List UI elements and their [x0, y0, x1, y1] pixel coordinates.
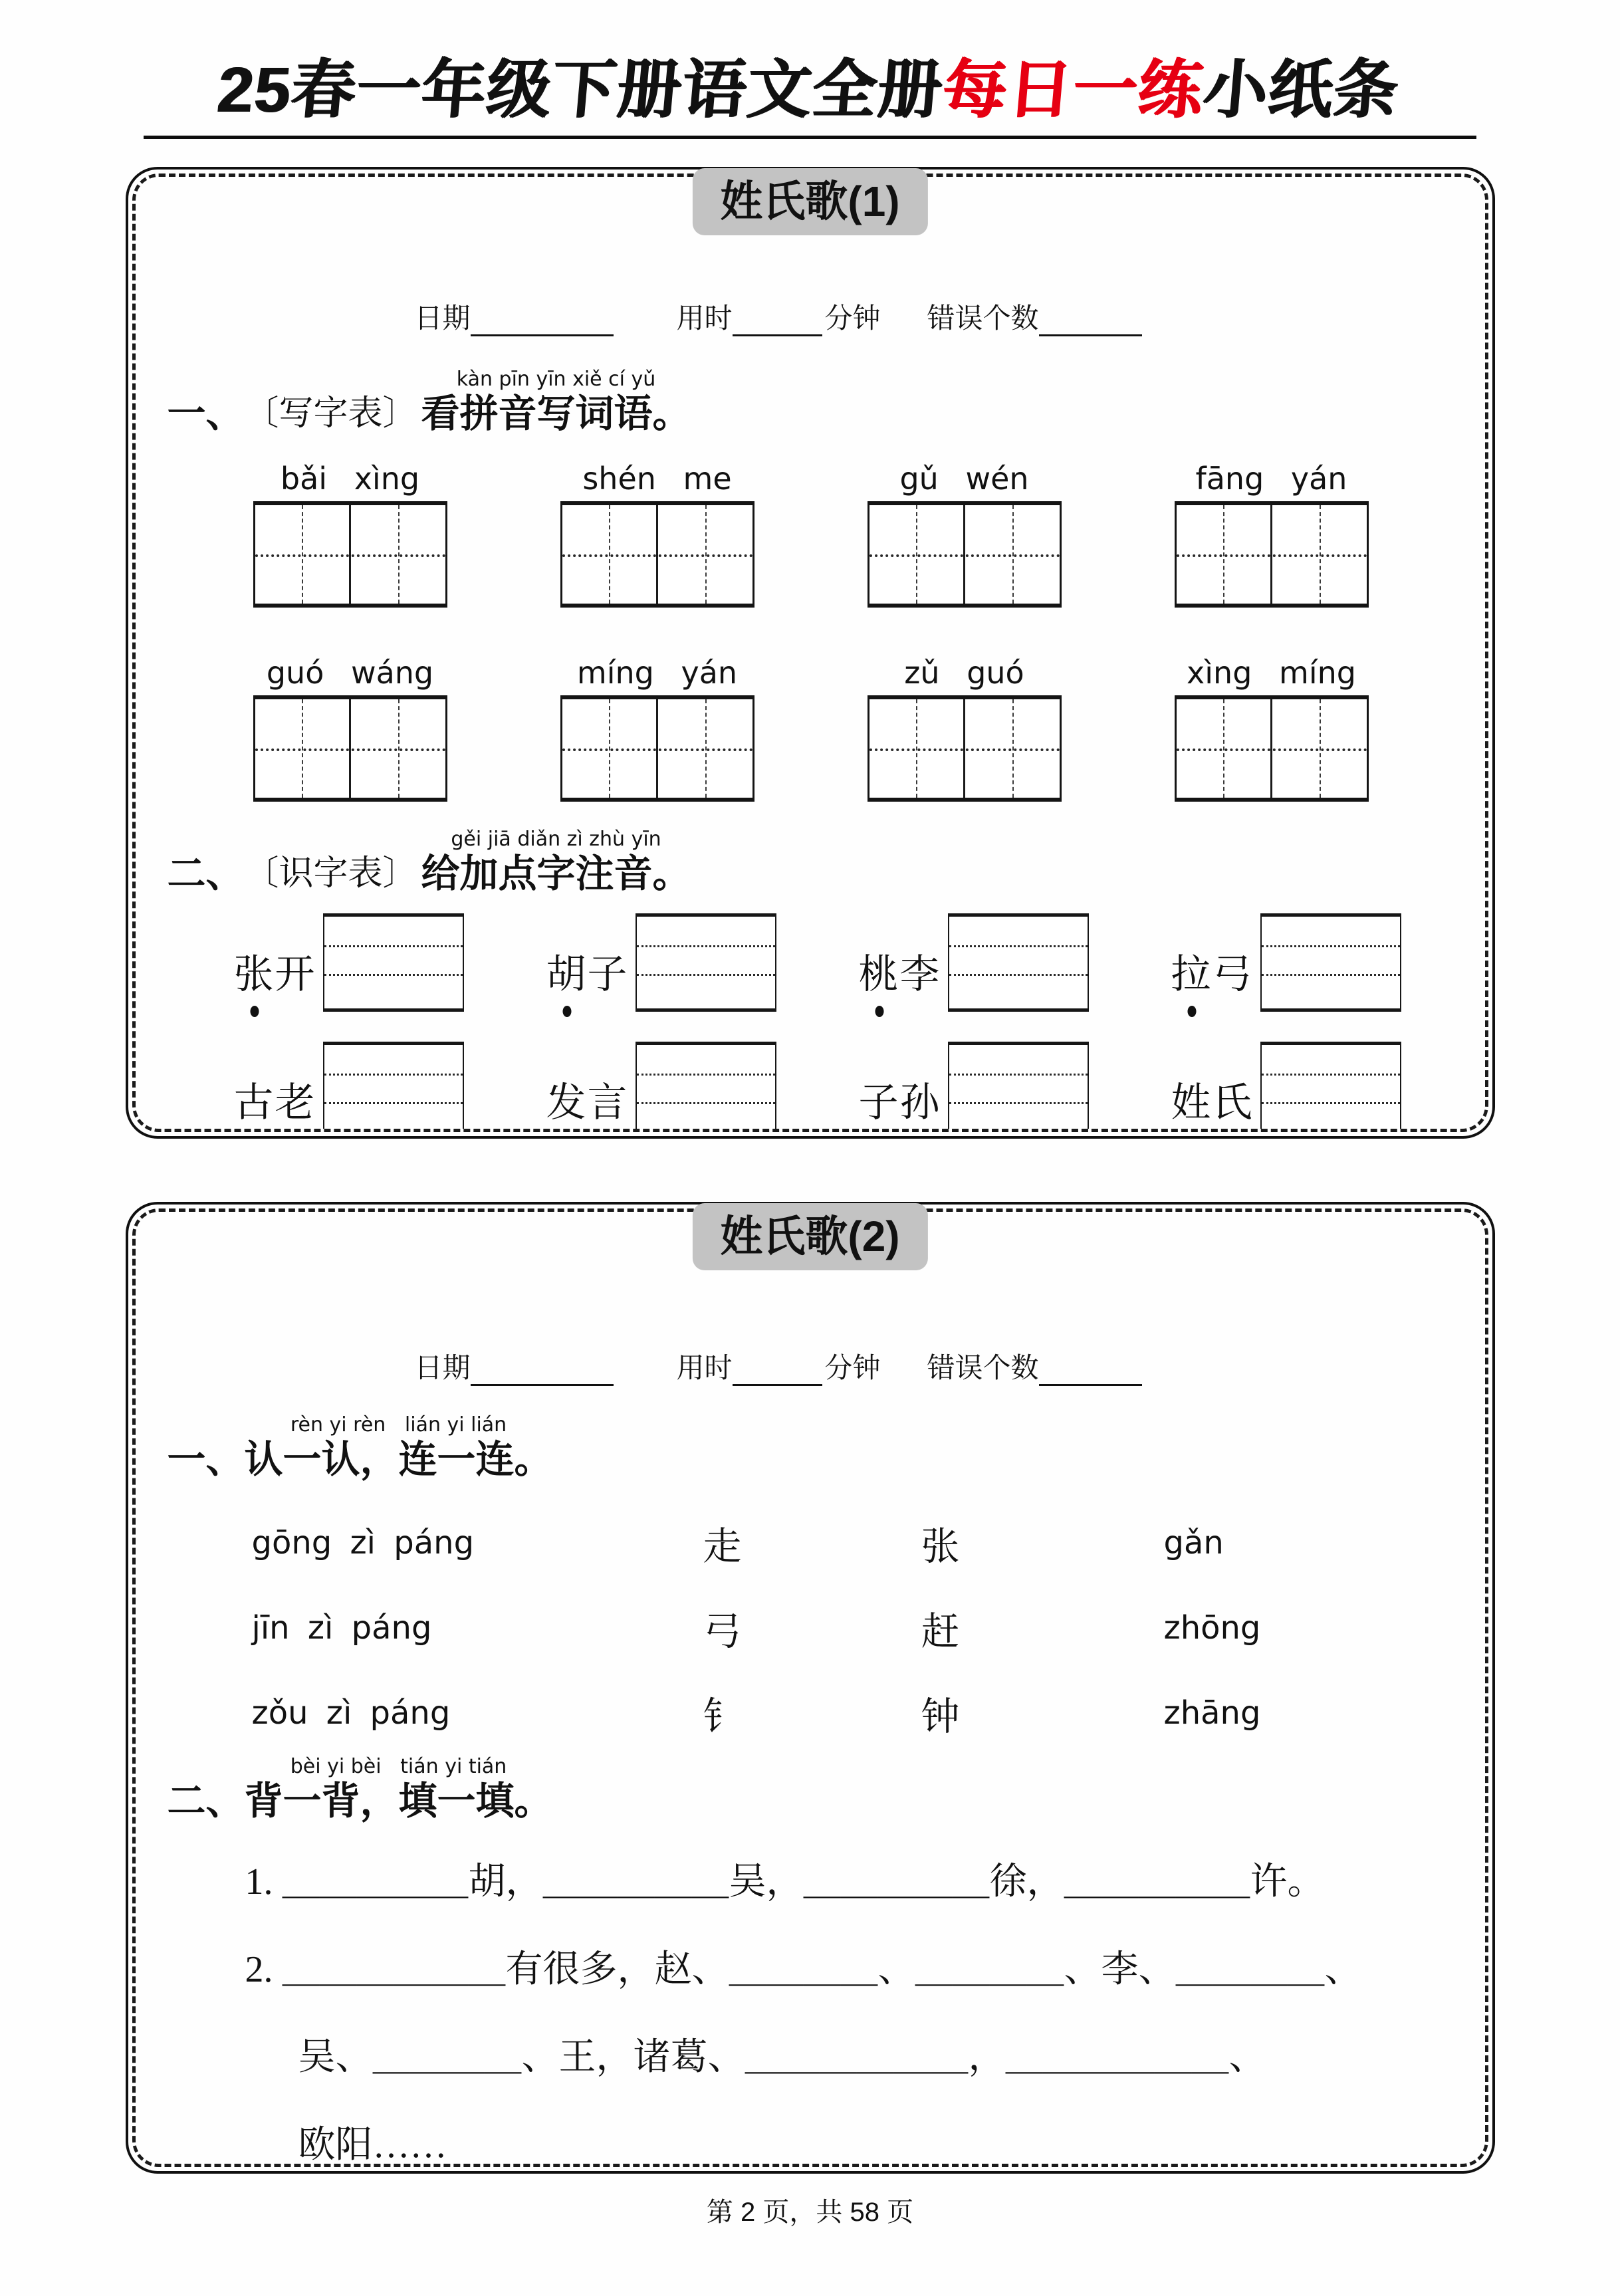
match-right-pinyin[interactable]: zhōng	[1163, 1609, 1261, 1647]
pinyin-answer-box[interactable]	[1260, 1042, 1401, 1132]
writing-grid-row	[197, 501, 1485, 608]
grid-cell[interactable]	[255, 505, 350, 604]
errors-blank[interactable]	[1039, 305, 1142, 336]
dotted-char: 子	[859, 1071, 900, 1128]
date-blank[interactable]	[471, 1355, 614, 1386]
grid-cell[interactable]	[255, 699, 350, 798]
meta-row-1	[415, 303, 1485, 336]
annotate-item	[859, 1042, 1171, 1132]
errors-label: 错误个数	[927, 304, 1039, 334]
card-1-dashed-frame	[132, 173, 1488, 1132]
date-label: 日期	[414, 304, 471, 334]
question-number: 一、	[167, 392, 245, 436]
writing-grid[interactable]	[868, 695, 1062, 802]
question-source-bracket: 〔写字表〕	[244, 394, 417, 433]
annotate-item	[546, 913, 859, 1016]
pinyin-word: fāng yán	[1195, 461, 1347, 497]
annotate-item	[546, 1042, 859, 1132]
annotate-item	[1171, 913, 1484, 1016]
grid-cell[interactable]	[656, 699, 752, 798]
minutes-label: 分钟	[824, 1353, 881, 1384]
grid-cell[interactable]	[1177, 699, 1271, 798]
pinyin-word: bǎi xìng	[280, 461, 420, 497]
grid-cell[interactable]	[562, 505, 657, 604]
pinyin-word: guó wáng	[266, 655, 434, 691]
worksheet-card-2	[126, 1202, 1495, 2174]
question-header-2-1	[168, 1414, 1485, 1480]
title-underline	[144, 136, 1476, 139]
grid-cell[interactable]	[656, 505, 752, 604]
word-rest: 氏	[1212, 1081, 1254, 1125]
word-rest: 言	[587, 1081, 629, 1125]
pinyin-word: xìng míng	[1187, 655, 1356, 691]
time-label: 用时	[676, 1353, 733, 1384]
question-header-1-1	[168, 368, 1485, 435]
question-pinyin: kàn pīn yīn xiě cí yǔ	[456, 368, 656, 392]
fill-line[interactable]: 1. ＿＿＿＿＿胡，＿＿＿＿＿吴，＿＿＿＿＿徐，＿＿＿＿＿许。	[245, 1861, 1325, 1902]
grid-cell[interactable]	[963, 699, 1060, 798]
question-title: 看拼音写词语。	[421, 392, 691, 436]
grid-cell[interactable]	[1177, 505, 1271, 604]
question-number: 二、	[167, 1779, 245, 1823]
pinyin-word: míng yán	[576, 655, 738, 691]
question-title: 认一认，连一连。	[244, 1438, 553, 1482]
grid-cell[interactable]	[1270, 699, 1367, 798]
grid-cell[interactable]	[349, 699, 445, 798]
date-label: 日期	[414, 1353, 471, 1384]
dotted-char: 发	[546, 1071, 588, 1128]
match-left-pinyin[interactable]: zǒu zì páng	[251, 1694, 451, 1732]
dotted-char: 桃	[859, 943, 900, 1000]
question-title-ruby	[421, 830, 691, 895]
match-char[interactable]: 钅	[703, 1695, 742, 1738]
title-black-suffix: 小纸条	[1199, 55, 1402, 126]
writing-grid[interactable]	[253, 501, 447, 608]
fill-line[interactable]: 欧阳……	[298, 2124, 447, 2166]
dotted-char: 古	[234, 1071, 275, 1128]
annotate-word	[546, 943, 629, 1000]
match-char[interactable]: 弓	[703, 1610, 742, 1653]
question-pinyin: bèi yi bèi tián yi tián	[290, 1755, 507, 1779]
time-blank[interactable]	[733, 305, 822, 336]
writing-grid[interactable]	[560, 695, 754, 802]
word-rest: 子	[587, 953, 629, 996]
question-source-bracket: 〔识字表〕	[244, 854, 417, 893]
writing-grid[interactable]	[1175, 501, 1369, 608]
pinyin-answer-box[interactable]	[1260, 913, 1401, 1012]
annotate-item	[234, 1042, 546, 1132]
annotate-item	[859, 913, 1171, 1016]
meta-row-2	[415, 1353, 1485, 1386]
question-title-ruby	[245, 1757, 553, 1822]
annotate-word	[546, 1071, 629, 1128]
question-header-1-2	[168, 828, 1485, 895]
pinyin-answer-box[interactable]	[323, 913, 464, 1012]
writing-grid[interactable]	[868, 501, 1062, 608]
word-rest: 孙	[899, 1081, 941, 1125]
match-left-pinyin[interactable]: gōng zì páng	[251, 1524, 475, 1561]
title-black-prefix: 25春一年级下册语文全册	[214, 55, 946, 126]
question-title: 给加点字注音。	[421, 852, 691, 896]
question-number: 二、	[167, 852, 245, 896]
date-blank[interactable]	[471, 305, 614, 336]
match-char[interactable]: 钟	[921, 1695, 960, 1738]
pinyin-answer-box[interactable]	[636, 913, 776, 1012]
annotate-row	[234, 913, 1485, 1016]
errors-blank[interactable]	[1039, 1355, 1142, 1386]
section-chip-2: 姓氏歌(2)	[692, 1203, 927, 1270]
question-pinyin: gěi jiā diǎn zì zhù yīn	[451, 828, 661, 852]
grid-cell[interactable]	[1270, 505, 1367, 604]
dotted-char: 张	[234, 943, 275, 1000]
writing-grid[interactable]	[253, 695, 447, 802]
annotate-word	[859, 1071, 941, 1128]
word-rest: 李	[899, 953, 941, 996]
pinyin-word: shén me	[582, 461, 732, 497]
pinyin-answer-box[interactable]	[948, 913, 1089, 1012]
title-red-highlight: 每日一练	[939, 55, 1207, 126]
question-title-ruby	[421, 370, 691, 435]
writing-grid[interactable]	[1175, 695, 1369, 802]
annotate-item	[1171, 1042, 1484, 1132]
pinyin-word-row	[197, 461, 1485, 496]
dotted-char: 拉	[1171, 943, 1213, 1000]
dotted-char: 胡	[546, 943, 588, 1000]
grid-cell[interactable]	[869, 699, 964, 798]
annotate-item	[234, 913, 546, 1016]
match-right-pinyin[interactable]: gǎn	[1163, 1524, 1224, 1561]
match-char[interactable]: 赶	[921, 1610, 960, 1653]
dotted-char: 姓	[1171, 1071, 1213, 1128]
writing-grid-row	[197, 695, 1485, 802]
minutes-label: 分钟	[824, 304, 881, 334]
annotate-word	[1171, 943, 1254, 1000]
pinyin-answer-box[interactable]	[948, 1042, 1089, 1132]
writing-grid[interactable]	[560, 501, 754, 608]
question-number: 一、	[167, 1438, 245, 1482]
question-title-ruby	[245, 1415, 553, 1480]
pinyin-word: zǔ guó	[904, 655, 1024, 691]
annotate-word	[234, 943, 316, 1000]
question-title: 背一背，填一填。	[244, 1779, 553, 1823]
match-char[interactable]: 张	[921, 1525, 960, 1568]
pinyin-word: gǔ wén	[899, 461, 1029, 497]
annotate-word	[859, 943, 941, 1000]
matching-exercise	[252, 1500, 1485, 1756]
page-title	[0, 0, 1620, 130]
match-left-pinyin[interactable]: jīn zì páng	[251, 1609, 432, 1647]
pinyin-answer-box[interactable]	[323, 1042, 464, 1132]
annotate-row	[234, 1042, 1485, 1132]
word-rest: 老	[275, 1081, 316, 1125]
annotate-word	[1171, 1071, 1254, 1128]
word-rest: 开	[275, 953, 316, 996]
fill-line[interactable]: 吴、＿＿＿＿、王，诸葛、＿＿＿＿＿＿，＿＿＿＿＿＿、	[298, 2037, 1266, 2078]
grid-cell[interactable]	[963, 505, 1060, 604]
pinyin-answer-box[interactable]	[636, 1042, 776, 1132]
page-footer: 第 2 页，共 58 页	[706, 2198, 914, 2227]
match-right-pinyin[interactable]: zhāng	[1163, 1694, 1261, 1732]
worksheet-card-1	[126, 167, 1495, 1139]
question-header-2-2	[168, 1756, 1485, 1822]
errors-label: 错误个数	[927, 1353, 1039, 1384]
time-blank[interactable]	[733, 1355, 822, 1386]
word-rest: 弓	[1212, 953, 1254, 996]
grid-cell[interactable]	[349, 505, 445, 604]
fill-line[interactable]: 2. ＿＿＿＿＿＿有很多，赵、＿＿＿＿、＿＿＿＿、李、＿＿＿＿、	[245, 1949, 1362, 1990]
section-chip-1: 姓氏歌(1)	[692, 168, 927, 235]
grid-cell[interactable]	[562, 699, 657, 798]
match-char[interactable]: 走	[703, 1525, 742, 1568]
grid-cell[interactable]	[869, 505, 964, 604]
annotate-word	[234, 1071, 316, 1128]
card-2-dashed-frame	[132, 1208, 1488, 2167]
question-pinyin: rèn yi rèn lián yi lián	[290, 1413, 507, 1437]
pinyin-word-row	[197, 655, 1485, 690]
time-label: 用时	[676, 304, 733, 334]
